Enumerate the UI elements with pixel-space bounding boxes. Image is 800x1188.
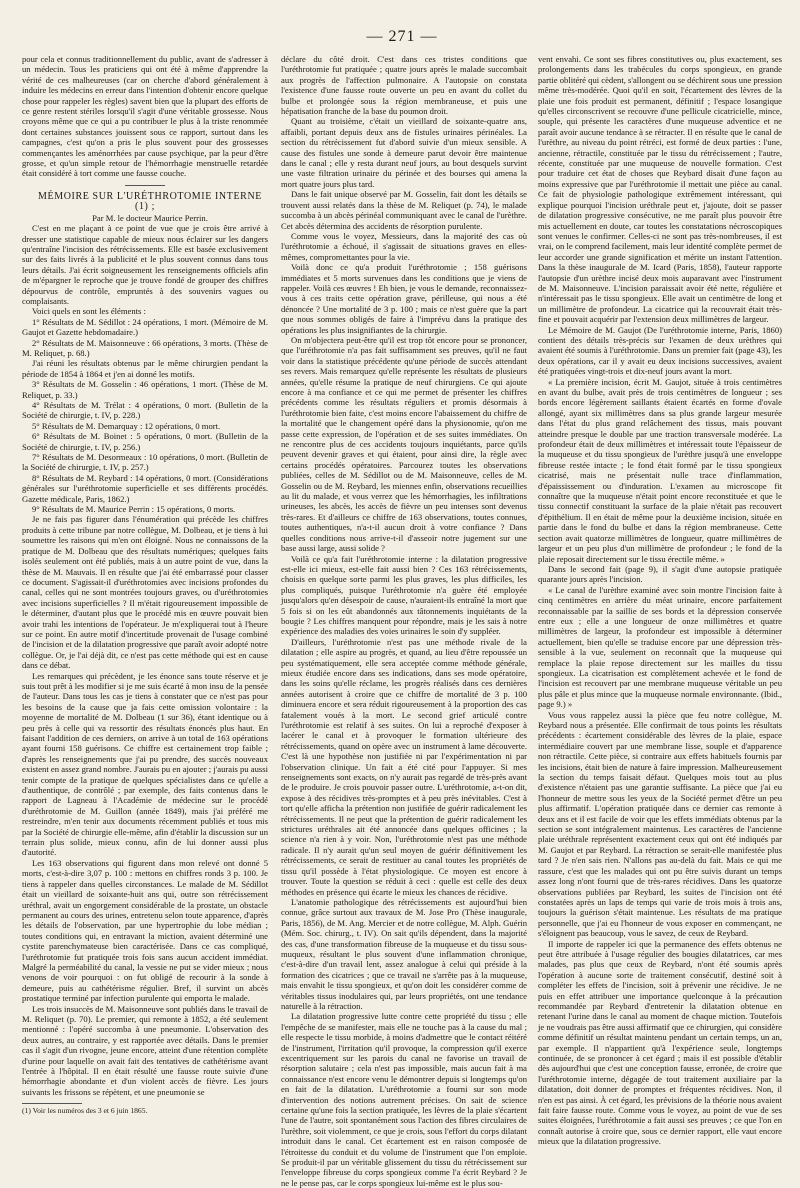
paragraph: J'ai réuni les résultats obtenus par le même chirurgien pendant la période de 1854 à 1864 et j'en ai donné les motifs. [22,358,268,379]
result-item: 4° Résultats de M. Trélat : 4 opérations, 0 mort. (Bulletin de la Société de chirurgie, t. IV, p. 228.) [22,400,268,421]
paragraph: La dilatation progressive lutte contre cette propriété du tissu ; elle l'empêche de se manifester, mais elle ne touche pas à la cause du mal ; elle respecte le tissu morbide, à moins d'admettre que le contact réitéré de l'instrument, l'irritation qu'il provoque, la compression qu'il exerce excentriquement sur les parois du canal ne favorise un travail de résorption salutaire ; cela n'est pas impossible, mais aucun fait à ma connaissance n'est encore venu le démontrer depuis si longtemps qu'on en fait de la dilatation. L'uréthrotomie a fourni sur son mode d'intervention des notions autrement précises. On sait de science certaine qu'une fois la section pratiquée, les lèvres de la plaie s'écartent l'une de l'autre, soit spontanément sous l'action des fibres circulaires de l'urèthre, soit violemment, ce que je crois, sous l'effort du corps dilatant introduit dans le canal. Cet écartement est en raison composée de l'étroitesse du conduit et du volume de l'instrument que l'on emploie. Se produit-il par un véritable glissement du tissu du rétrécissement sur l'enveloppe fibreuse du corps spongieux comme l'a écrit Reybard ? Je ne le pense pas, car le corps spongieux lui-même est le plus sou- [281,1011,527,1188]
result-item: 8° Résultats de M. Reybard : 14 opérations, 0 mort. (Considérations générales sur l'uréthrotomie superficielle et ses différents procédés. Gazette médicale, Paris, 1862.) [22,472,268,504]
result-item: 7° Résultats de M. Desormeaux : 10 opérations, 0 mort. (Bulletin de la Société de chirurgie, t. IV, p. 257.) [22,452,268,473]
result-item: 3° Résultats de M. Gosselin : 46 opérations, 1 mort. (Thèse de M. Reliquet, p. 33.) [22,379,268,400]
page-number: — 271 — [366,28,438,45]
paragraph: C'est en me plaçant à ce point de vue que je crois être arrivé à dresser une statistique capable de mieux nous éclairer sur les dangers qu'entraîne l'incision des rétrécissements. Elle est basée exclusivement sur des faits livrés à la publicité et le plus souvent connus dans tous leurs détails. J'ai écrit soigneusement les renseignements officiels afin de m'épargner le reproche que je trouve fondé de grouper des chiffres dépourvus de contrôle, empruntés à des souvenirs vagues ou complaisants. [22,223,268,306]
right-column [538,54,782,1146]
intro-paragraph: pour cela et connus traditionnellement du public, avant de s'adresser à un médecin. Tous les praticiens qui ont été à même d'apprendre la vérité de ces malheureuses (car on cherche d'abord généralement à induire les médecins en erreur dans l'intention d'obtenir encore quelque chose pour rappeler les règles) savent bien que la plupart des efforts de ce genre restent stériles lorsqu'il s'agit d'une véritable grossesse. Nous croyons même que ce qui a pu contribuer le plus à la triste renommée dont certaines substances jouissent sous ce rapport, surtout dans les campagnes, c'est qu'on a pris le plus souvent pour des grossesses commençantes les aménorrhées par cause psychique, par la peur d'être grosse, et qu'un simple retour de l'hémorrhagie menstruelle retardée était considéré à tort comme une fausse couche. [22,54,268,179]
left-column [22,54,268,1146]
paragraph: Je ne fais pas figurer dans l'énumération qui précède les chiffres produits à cette tribune par notre collègue, M. Dolbeau, et je tiens à lui soumettre les raisons qui m'en ont éloigné. Nous ne connaissons de la pratique de M. Dolbeau que des résultats numériques; quelques faits isolés seulement ont été publiés, mais à un autre point de vue, dans la thèse de M. Mauvais. Il en résulte que j'ai été embarrassé pour classer ce document. S'agissait-il d'uréthrotomies avec incisions profondes du canal, celles qui ne sont montrées toujours graves, ou d'uréthrotomies avec incisions superficielles ? Il m'était rigoureusement impossible de le déterminer, d'autant plus que le procédé mis en œuvre pouvait bien avoir trahi les intentions de l'opérateur. Je m'expliquerai tout à l'heure sur ce point. En autre motif d'incertitude provenait de l'usage combiné de l'incision et de la dilatation progressive que paraît avoir adopté notre collègue. Or, je l'ai déjà dit, ce n'est pas cette méthode qui est en cause dans ce débat. [22,514,268,671]
paragraph: Voici quels en sont les éléments : [32,306,146,317]
journal-page [22,28,782,1188]
paragraph: déclare du côté droit. C'est dans ces tristes conditions que l'uréthrotomie fut pratiquée ; quatre jours après le malade succombait aux progrès de l'affection pulmonaire. A l'autopsie on constata l'existence d'une fausse route ouverte un peu en avant du collet du bulbe et prolongée sous la région membraneuse, et puis une hépatisation franche de la base du poumon droit. [281,54,527,117]
paragraph: Les remarques qui précèdent, je les énonce sans toute réserve et je suis tout prêt à les modifier si je me suis écarté à mon insu de la pensée de l'auteur. Dans tous les cas je tiens à constater que ce n'est pas pour les besoins de la cause que ja fais cette omission volontaire : la moyenne de mortalité de M. Dolbeau (1 sur 36), étant identique ou à peu près à celle qui va ressortir des résultats énoncés plus haut. En faisant l'addition de ces derniers, on arrive à un total de 163 opérations ayant fourni 158 guérisons. Ce chiffre est certainement trop faible ; d'après les renseignements que j'ai pu prendre, des succès nouveaux existent en assez grand nombre. J'aurais pu en ajouter ; j'aurais pu aussi tenir compte de la pratique de quelques spécialistes dans ce qu'elle a d'authentique, de contrôlé ; par exemple, des faits contenus dans le rapport de Lagneau à l'Académie de médecine sur le procédé d'uréthrotomie de M. Guillon (année 1849), mais j'ai préféré me restreindre, m'en tenir aux documents récemment publiés et tous mis par la Société de chirurgie elle-même, afin d'établir la discussion sur un terrain plus solide, mieux connu, afin de lui donner aussi plus d'autorité. [22,670,268,858]
paragraph: Les trois insuccès de M. Maisonneuve sont publiés dans le travail de M. Reliquet (p. 70). Le premier, qui remonte à 1852, a été seulement mentionné : l'opéré succomba à une pneumonie. L'observation des deux autres, au contraire, y est rapportée avec détails. Dans le premier cas il s'agit d'un rivogne, jeune encore, atteint d'une rétention complète d'urine pour laquelle on avait fait des tentatives de cathétérisme avant l'entrée à l'hôpital. Il en était résulté une fausse route suivie d'une hémorrhagie abondante et d'un violent accès de fièvre. Les jours suivants les frissons se répètent, et une pneumonie se [22,1003,268,1097]
paragraph: Vous vous rappelez aussi la pièce que feu notre collègue, M. Reybard nous a présentée. Elle confirmait de tous points les résultats précédents : écartement considérable des lèvres de la plaie, espace intermédiaire couvert par une membrane lisse, souple et d'apparence non rétractile. Cette pièce, si contraire aux effets habituels fournis par les incisions, était bien de nature à faire impression. Malheureusement la section du temps faisait défaut. Quelques mois tout au plus d'existence n'étaient pas une garantie suffisante. La pièce que j'ai eu l'honneur de mettre sous les yeux de la Société permet d'être un peu plus affirmatif. L'opération pratiquée dans ce dernier cas remonte à deux ans et il est facile de voir que les effets immédiats obtenus par la section se sont intégralement maintenus. Les caractères de l'ancienne plaie uréthrale représentent exactement ceux qui ont été indiqués par M. Gaujot et par Reybard. La rétraction se serait-elle manifestée plus tard ? Je n'en sais rien. N'allons pas au-delà du fait. Mais ce qui me rassure, c'est que les malades qui ont pu être suivis durant un temps assez long n'ont fourni que de très-rares récidives. Dans les quatorze observations publiées par Reybard, les suites de l'incision ont été constatées après un laps de temps qui varie de trois mois à trois ans, toujours la guérison s'était maintenue. Les résultats de ma pratique personnelle, que j'ai eu l'honneur de vous exposer en commençant, ne s'éloignent pas beaucoup, vous le savez, de ceux de Reybard. [538,709,782,939]
article-title: MÉMOIRE SUR L'URÉTHROTOMIE INTERNE (1) ; [38,190,262,213]
footnote-divider [22,1103,82,1104]
quote-paragraph: « La première incision, écrit M. Gaujot, située à trois centimètres en avant du bulbe, avait près de trois centimètres de longueur ; ses bords encore légèrement saillants étaient écartés en forme d'ovale allongé, ayant six millimètres dans sa plus grande largeur mesurée dans l'état du plus grand relâchement des tissus, mais pouvant atteindre presque le double par une traction transversale modérée. La profondeur était de deux millimètres et intéressait toute l'épaisseur de la muqueuse et du tissu spongieux de l'urèthre jusqu'à une enveloppe fibreuse restée intacte ; le fond était formé par le tissu spongieux cicatrisé, mais ne présentait nulle trace d'inflammation, d'épaississement ou d'induration. L'examen au microscope fit connaître que la muqueuse n'était point encore reconstituée et que le tissu connectif constituant la surface de la plaie n'était pas recouvert d'épithélium. Il en était de même pour la deuxième incision, située en partie dans le fond du bulbe et dans la région membraneuse. Cette section avait quatorze millimètres de longueur, quatre millimètres de largeur et un peu plus d'un millimètre de profondeur ; le fond de la plaie reposait directement sur le tissu érectile même. » [538,376,782,564]
paragraph: Les 163 observations qui figurent dans mon relevé ont donné 5 morts, c'est-à-dire 3,07 p. 100 : mettons en chiffres ronds 3 p. 100. Je tiens à rappeler dans quelles circonstances. Le malade de M. Sédillot était un vieillard de soixante-huit ans qui, outre son rétrécissement uréthral, avait un engorgement considérable de la prostate, un obstacle permanent au cours des urines, entretenu selon toute apparence, d'après les détails de l'observation, par une hypertrophie du lobe médian ; toutes conditions qui, en entravant la miction, avaient déterminé une cystite parenchymateuse bien caractérisée. Dans ce cas compliqué, l'uréthrotomie fut pratiquée trois fois sans aucun accident immédiat. Malgré la perméabilité du canal, la vessie ne put se vider mieux ; nous venons de voir pourquoi : on fut obligé de recourir à la sonde à demeure, puis au cathétérisme régulier. Bref, il survint un abcès prostatique terminé par infection purulente qui emporta le malade. [22,857,268,1004]
result-item: 9° Résultats de M. Maurice Perrin : 15 opérations, 0 morts. [32,504,236,515]
result-item: 2° Résultats de M. Maisonneuve : 66 opérations, 3 morts. (Thèse de M. Reliquet, p. 68.) [22,337,268,358]
article-author: Par M. le docteur Maurice Perrin. [92,212,208,223]
paragraph: vent envahi. Ce sont ses fibres constitutives ou, plus exactement, ses prolongements dans les trabécules du corps spongieux, en grande partie oblitéré qui cèdent, s'allongent ou se déchirent sous une pression même très-modérée. Quoi qu'il en soit, l'écartement des lèvres de la plaie une fois produit est permanent, définitif ; l'espace losangique qu'elles circonscrivent se recouvre d'une pellicule cicatricielle, mince, souple, qui présente les caractères d'une muqueuse adventice et ne paraît avoir aucune tendance à se rétracter. Il en résulte que le canal de l'urèthre, au niveau du point rétréci, est formé de deux parties : l'une, ancienne, rétractile, constituée par le tissu du rétrécissement ; l'autre, récente, constituée par une muqueuse de nouvelle formation. C'est pour traduire cet état de choses que Reybard disait d'une façon au moins expressive que par l'uréthrotomie il mettait une pièce au canal. Ce fait de physiologie pathologique extrêmement intéressant, qui explique pourquoi l'incision uréthrale peut et, j'ajoute, doit se passer de dilatation progressive consécutive, ne me paraît plus pouvoir être mis actuellement en doute, car toutes les constatations nécroscopiques sont venues le confirmer. Celles-ci ne sont pas très-nombreuses, il est vrai, on le comprend facilement, mais leur identité complète permet de leur accorder une grande signification et mérite un instant l'attention. Dans la thèse inaugurale de M. Icard (Paris, 1858), l'auteur rapporte l'autopsie d'un urèthre incisé deux mois auparavant avec l'instrument de M. Maisonneuve. L'incision paraissait avoir été nette, régulière et n'intéressait pas le tissu spongieux. Elle avait un centimètre de long et un millimètre de profondeur. La cicatrice qui la recouvrait était très-fine et pouvait acquérir par l'extension deux millimètres de largeur. [538,54,782,325]
paragraph: Voilà donc ce qu'a produit l'uréthrotomie ; 158 guérisons immédiates et 5 morts survenues dans les conditions que je viens de rappeler. Voilà ces œuvres ! Eh bien, je vous le demande, reconnaissez-vous à ces traits cette opération grave, périlleuse, qui nous a été dénoncée ? Une mortalité de 3 p. 100 ; mais ce n'est guère que la part que nous sommes obligés de faire à l'imprévu dans la pratique des opérations les plus insignifiantes de la chirurgie. [281,262,527,335]
paragraph: Dans le second fait (page 9), il s'agit d'une autopsie pratiquée quarante jours après l'incision. [538,563,782,585]
paragraph: Le Mémoire de M. Gaujot (De l'uréthrotomie interne, Paris, 1860) contient des détails très-précis sur l'examen de deux urèthres qui avaient été soumis à l'uréthrotomie. Dans un premier fait (page 43), les deux opérations, car il y avait eu deux incisions successives, avaient été pratiquées vingt-trois et dix-neuf jours avant la mort. [538,324,782,377]
result-item: 1° Résultats de M. Sédillot : 24 opérations, 1 mort. (Mémoire de M. Gaujot et Gazette hebdomadaire.) [22,316,268,338]
quote-paragraph: « Le canal de l'urèthre examiné avec soin montre l'incision faite à cinq centimètres en arrière du méat urinaire, encore parfaitement reconnaissable par la saillie de ses bords et la dépression conservée entre eux ; elle a une longueur de onze millimètres et quatre millimètres de largeur, la profondeur est impossible à déterminer actuellement, bien qu'elle se traduise encore par une dépression très-sensible à la vue, seulement on reconnaît que la muqueuse qui remplace la plaie repose directement sur les mailles du tissu spongieux. La cicatrisation est complètement achevée et le fond de l'incision est recouvert par une membrane muqueuse véritable un peu plus pâle et plus mince que la muqueuse normale environnante. (Ibid., page 9.) » [538,584,782,710]
result-item: 6° Résultats de M. Boinet : 5 opérations, 0 mort. (Bulletin de la Société de chirurgie, t. IV, p. 256.) [22,431,268,452]
paragraph: Comme vous le voyez, Messieurs, dans la majorité des cas où l'uréthrotomie a échoué, il s'agissait de situations graves en elles-mêmes, compromettantes pour la vie. [281,230,527,262]
paragraph: L'anatomie pathologique des rétrécissements est aujourd'hui bien connue, grâce surtout aux travaux de M. Jose Pro (Thèse inaugurale, Paris, 1856), de M. Ang. Mercier et de notre collègue, M. Alph. Guérin (Mém. Soc. chirurg., t. IV). On sait qu'ils dépendent, dans la majorité des cas, d'une transformation fibreuse de la muqueuse et du tissu sous-muqueux, résultant le plus souvent d'une inflammation chronique, c'est-à-dire d'un travail lent, assez analogue à celui qui préside à la formation des cicatrices ; que ce travail ne s'arrête pas à la muqueuse, mais envahit le tissu spongieux, et qu'on doit les considérer comme de véritables tissus inodulaires qui, par leurs propriétés, ont une tendance naturelle à la rétraction. [281,896,527,1011]
paragraph: Voilà ce qu'a fait l'uréthrotomie interne : la dilatation progressive est-elle ici mieux, est-elle fait aussi bien ? Ces 163 rétrécissements, choisis en quelque sorte parmi les plus graves, les plus difficiles, les plus compliqués, puisque l'uréthrotomie n'a guère été employée jusqu'alors qu'en désespoir de cause, n'auraient-ils entraîné la mort que 5 fois si on les eût abandonnés aux tâtonnements inquiétants de la bougie ? Les chiffres manquent pour répondre, mais je les sais à notre expérience des maladies des voies urinaires le soin d'y suppléer. [281,553,527,637]
paragraph: Dans le fait unique observé par M. Gosselin, fait dont les détails se trouvent aussi relatés dans la thèse de M. Reliquet (p. 74), le malade succomba à un abcès périnéal communiquant avec le canal de l'urèthre. Cet abcès détermina des accidents de résorption purulente. [281,189,527,231]
paragraph: On m'objectera peut-être qu'il est trop tôt encore pour se prononcer, que l'uréthrotomie n'a pas fait suffisamment ses preuves, qu'il ne faut voir dans la statistique précédente qu'une période de succès attendant ses revers. Mais remarquez qu'elle représente les résultats de plusieurs années, qu'elle résume la pratique de neuf chirurgiens. Ce qui ajoute encore à ma confiance et ce qui me permet de présenter les chiffres précédents comme les résultats réguliers et promis désormais à l'uréthrotomie bien faite, c'est moins encore l'abaissement du chiffre de la mortalité que le changement opéré dans la physionomie, qu'on me passe cette expression, de l'opération et de ses suites immédiates. On ne rencontre plus de ces accidents toujours inquiétants, parce qu'ils peuvent devenir graves et qui étaient, pour ainsi dire, la règle avec certains procédés opératoires. Parcourez toutes les observations publiées, celles de M. Sédillot ou de M. Maisonneuve, celles de M. Gosselin ou de M. Reybard, les miennes enfin, observations recueillies au lit du malade, et vous verrez que les hémorrhagies, les infiltrations urineuses, les abcès, les accès de fièvre un peu intenses sont devenus très-rares. Et d'ailleurs ce chiffre de 163 observations, toutes connues, toutes authentiques, n'a-t-il aucun droit à votre confiance ? Dans quelles conditions nous arrive-t-il d'asseoir notre jugement sur une base aussi large, aussi solide ? [281,334,527,554]
section-divider [125,185,165,186]
result-item: 5° Résultats de M. Demarquay : 12 opérations, 0 mort. [32,420,221,431]
paragraph: D'ailleurs, l'uréthrotomie n'est pas une méthode rivale de la dilatation ; elle aspire au progrès, et quand, au lieu d'être repoussée un peu systématiquement, elle sera acceptée comme méthode générale, mieux étudiée encore dans ses indications, dans ses mode opératoire, dans les soins qu'elle réclame, les progrès réalisés dans ces dernières années autorisent à croire que ce chiffre de mortalité de 3 p. 100 diminuera encore et sera réduit rigoureusement à la proportion des cas fatalement voués à la mort. Le second grief articulé contre l'uréthrotomie est relatif à ses suites. On lui a reproché d'exposer à lacérer le canal et à provoquer le formation ultérieure des rétrécissements, quand on opère avec un instrument à lame découverte. C'est là une hypothèse non justifiée ni par l'expérimentation ni par l'observation clinique. Un fait a été cité pour l'appuyer. Si mes renseignements sont exacts, on n'y aurait pas regardé de très-près avant de le produire. Je crois pouvoir passer outre. L'uréthrotomie, a-t-on dit, expose à des récidives très-promptes et à peu près inévitables. C'est à tort qu'elle afficha la prétention non justifiée de guérir radicalement les rétrécissements. Il ne peut que la prétention de guérir radicalement les strictures uréthrales ait été annoncée dans quelques officines ; la science n'a rien à y voir. Non, l'uréthrotomie n'est pas une méthode radicale. Il n'y aurait qu'un seul moyen de guérir définitivement les rétrécissements, ce serait de restituer au canal toutes les propriétés de tissu qu'il possède à l'état physiologique. Ce moyen est encore à trouver. Toute la question se réduit à ceci : quelle est celle des deux méthodes en présence qui écarte le mieux les chances de récidive. [281,636,527,897]
paragraph: Il importe de rappeler ici que la permanence des effets obtenus ne peut être attribuée à l'usage régulier des bougies dilatatrices, car mes malades, pas plus que ceux de Reybard, n'ont été soumis après l'opération à aucune sorte de traitement consécutif, destiné soit à compléter les effets de l'incision, soit à prévenir une récidive. Je ne puis en effet attribuer une importance quelconque à la précaution recommandée par Reybard d'entretenir la dilatation obtenue en retenant l'urine dans le canal au moment de chaque miction. Toutefois je ne voudrais pas être aussi affirmatif que ce chirurgien, qui considère comme définitif un résultat maintenu pendant un certain temps, un an, par exemple. Il n'appartient qu'à l'expérience seule, longtemps continuée, de se prononcer à cet égard ; mais il est possible d'établir dès aujourd'hui que c'est une conception fausse, erronée, de croire que l'uréthrotomie interne, dégagée de tout traitement auxiliaire par la dilatation, doit donner de promptes et fréquentes récidives. Non, il n'en est pas ainsi. À cet égard, les prévisions de la théorie nous avaient fait faire fausse route. Comme vous le voyez, au point de vue de ses suites éloignées, l'uréthrotomie a fait aussi ses preuves ; ce que l'on en connaît autorise à croire que, sous ce dernier rapport, elle vaut encore mieux que la dilatation progressive. [538,938,782,1147]
paragraph: Quant au troisième, c'était un vieillard de soixante-quatre ans, affaibli, portant depuis deux ans de fistules urinaires périnéales. La section du rétrécissement fut d'abord suivie d'un mieux sensible. A cause des fistules une sonde à demeure parut devoir être maintenue dans le canal ; elle y resta durant neuf jours, au bout desquels survint une vaste filtration urinaire du périnée et des bourses qui amena la mort quatre jours plus tard. [281,116,527,189]
footnote: (1) Voir les numéros des 3 et 6 juin 1865. [22,1106,148,1116]
middle-column [281,54,527,1188]
